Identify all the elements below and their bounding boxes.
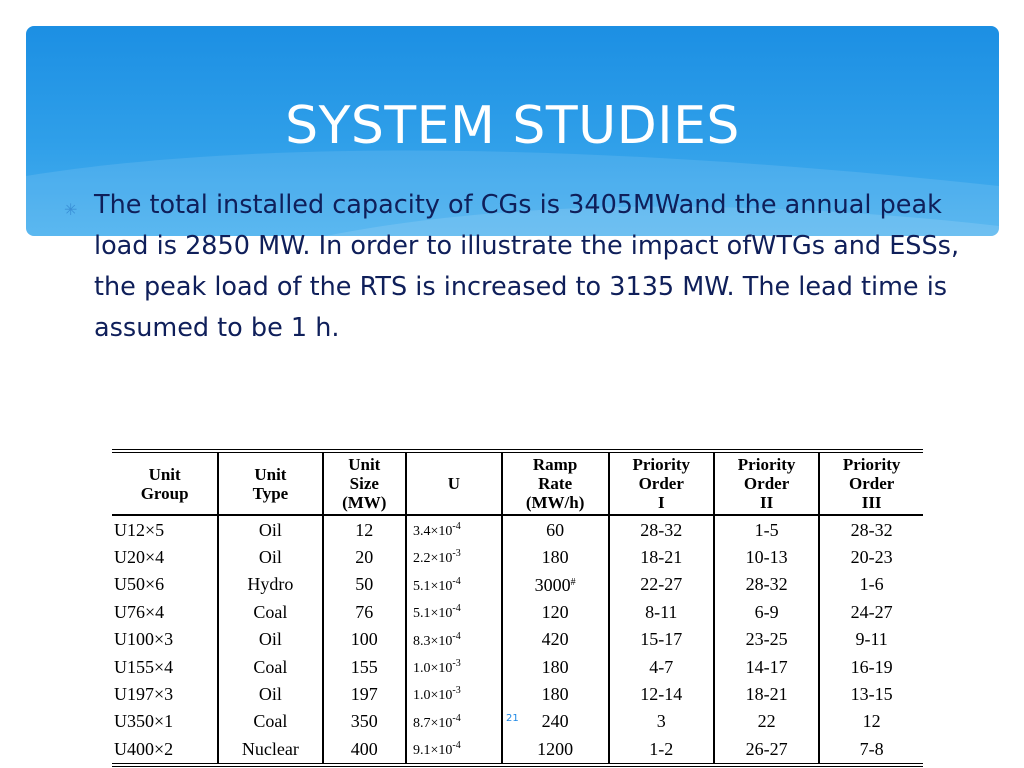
cell-unit-type: Oil <box>218 543 322 570</box>
column-header-line: Rate <box>538 474 573 493</box>
cell-priority-order-1: 15-17 <box>609 626 714 653</box>
column-header-line: Group <box>140 483 189 503</box>
column-header-line: Priority <box>737 455 796 474</box>
cell-unit-group: U400×2 <box>112 735 218 764</box>
column-header-line: (MW/h) <box>525 493 585 512</box>
column-header-line: Order <box>743 474 790 493</box>
column-header-line: Priority <box>632 455 691 474</box>
slide-title: SYSTEM STUDIES <box>285 96 740 156</box>
cell-priority-order-2: 10-13 <box>714 543 819 570</box>
cell-unit-type: Coal <box>218 708 322 735</box>
exponent: -3 <box>452 685 461 697</box>
column-header-line: Type <box>252 483 289 503</box>
cell-priority-order-1: 8-11 <box>609 598 714 625</box>
cell-unit-group: U100×3 <box>114 629 174 650</box>
table-row <box>112 543 923 570</box>
cell-unavailability: $1.0\times 10^{-3}$ <box>406 653 502 680</box>
column-header-line: Ramp <box>532 455 578 474</box>
exponent: -4 <box>452 712 461 724</box>
cell-unit-size: 155 <box>323 653 406 680</box>
column-header-line: Unit <box>254 464 287 484</box>
cell-unit-size: 50 <box>323 571 406 598</box>
cell-unavailability: $8.7\times 10^{-4}$ <box>406 708 502 735</box>
column-header-line: Order <box>638 474 684 493</box>
column-header <box>112 451 218 515</box>
cell-priority-order-2: 18-21 <box>714 680 819 707</box>
cell-unit-type: Oil <box>218 680 322 707</box>
cell-ramp-rate: 180 <box>502 653 609 680</box>
table-row <box>112 598 923 625</box>
cell-priority-order-3: 13-15 <box>819 680 923 707</box>
column-header <box>819 451 923 515</box>
column-header-line: U <box>447 474 460 493</box>
table-header-row <box>112 451 923 515</box>
cell-ramp-rate: 120 <box>502 598 609 625</box>
cell-unit-type: Oil <box>218 515 322 543</box>
cell-ramp-rate: 3000# <box>502 571 609 598</box>
cell-priority-order-2: 14-17 <box>714 653 819 680</box>
page-number: 21 <box>506 713 519 724</box>
cell-priority-order-3: 24-27 <box>819 598 923 625</box>
cell-priority-order-1: 3 <box>609 708 714 735</box>
cell-unit-group: U350×1 <box>114 711 174 732</box>
column-header-line: III <box>861 493 882 512</box>
cell-priority-order-3: 9-11 <box>819 626 923 653</box>
cell-priority-order-3: 7-8 <box>819 735 923 764</box>
table-row <box>112 735 923 764</box>
cell-unit-type: Hydro <box>218 571 322 598</box>
cell-unavailability: $3.4\times 10^{-4}$ <box>406 515 502 543</box>
column-header-line: II <box>759 493 774 512</box>
cell-unit-size: 350 <box>323 708 406 735</box>
exponent: -4 <box>452 740 461 752</box>
exponent: -4 <box>452 603 461 615</box>
column-header-line: Unit <box>348 455 381 474</box>
footnote-mark: # <box>570 577 576 589</box>
column-header <box>406 451 502 515</box>
cell-unit-type: Coal <box>218 653 322 680</box>
cell-unit-size: 197 <box>323 680 406 707</box>
asterisk-bullet-icon: ✳ <box>64 200 78 219</box>
cell-unavailability: $5.1\times 10^{-4}$ <box>406 598 502 625</box>
exponent: -4 <box>452 575 461 587</box>
cell-unavailability: $8.3\times 10^{-4}$ <box>406 626 502 653</box>
table-row <box>112 626 923 653</box>
cell-unit-size: 76 <box>323 598 406 625</box>
column-header <box>714 451 819 515</box>
cell-unavailability: $5.1\times 10^{-4}$ <box>406 571 502 598</box>
exponent: -3 <box>452 658 461 670</box>
cell-priority-order-3: 16-19 <box>819 653 923 680</box>
cell-unit-type: Oil <box>218 626 322 653</box>
bullet-text: The total installed capacity of CGs is 3405MWand the annual peak load is 2850 MW. In order to illustrate the impact ofWTGs and ESSs, the peak load of the RTS is increased to 3135 MW. The lead time is assumed to be 1 h. <box>94 190 960 343</box>
table-row <box>112 653 923 680</box>
cell-unit-group: U20×4 <box>114 546 165 567</box>
cell-priority-order-1: 22-27 <box>609 571 714 598</box>
cell-unit-group: U76×4 <box>114 601 165 622</box>
column-header-line: (MW) <box>342 493 387 512</box>
cell-priority-order-2: 6-9 <box>714 598 819 625</box>
cell-priority-order-2: 22 <box>714 708 819 735</box>
cell-unit-group: U12×5 <box>114 519 165 540</box>
cell-priority-order-3: 1-6 <box>819 571 923 598</box>
column-header-line: Unit <box>148 464 181 484</box>
column-header <box>502 451 609 515</box>
column-header-line: Priority <box>842 455 901 474</box>
cell-priority-order-3: 20-23 <box>819 543 923 570</box>
column-header <box>218 451 322 515</box>
column-header <box>323 451 406 515</box>
cell-ramp-rate: 60 <box>502 515 609 543</box>
table-row <box>112 571 923 598</box>
table-row <box>112 515 923 543</box>
cell-unit-group: U197×3 <box>114 683 174 704</box>
table-row <box>112 680 923 707</box>
cell-unavailability: $1.0\times 10^{-3}$ <box>406 680 502 707</box>
cell-unit-type: Nuclear <box>218 735 322 764</box>
cell-unavailability: $9.1\times 10^{-4}$ <box>406 735 502 764</box>
cell-priority-order-1: 18-21 <box>609 543 714 570</box>
cell-ramp-rate: 1200 <box>502 735 609 764</box>
cell-unit-size: 20 <box>323 543 406 570</box>
column-header-line: Order <box>848 474 895 493</box>
cell-ramp-rate: 240 <box>502 708 609 735</box>
exponent: -4 <box>452 630 461 642</box>
cell-priority-order-2: 23-25 <box>714 626 819 653</box>
bullet-paragraph <box>64 185 964 349</box>
cell-unit-size: 12 <box>323 515 406 543</box>
exponent: -4 <box>452 521 461 532</box>
cell-unit-size: 100 <box>323 626 406 653</box>
column-header-line: I <box>657 493 665 512</box>
cell-ramp-rate: 180 <box>502 543 609 570</box>
cell-unavailability: $2.2\times 10^{-3}$ <box>406 543 502 570</box>
cell-unit-type: Coal <box>218 598 322 625</box>
exponent: -3 <box>452 548 461 560</box>
cell-priority-order-3: 12 <box>819 708 923 735</box>
cell-priority-order-1: 1-2 <box>609 735 714 764</box>
cell-unit-size: 400 <box>323 735 406 764</box>
cell-priority-order-1: 12-14 <box>609 680 714 707</box>
cell-priority-order-1: 28-32 <box>609 515 714 543</box>
cell-priority-order-2: 1-5 <box>714 515 819 543</box>
cell-priority-order-1: 4-7 <box>609 653 714 680</box>
cell-priority-order-3: 28-32 <box>819 515 923 543</box>
column-header-line: Size <box>349 474 379 493</box>
column-header <box>609 451 714 515</box>
cell-priority-order-2: 26-27 <box>714 735 819 764</box>
cell-unit-group: U50×6 <box>114 574 165 595</box>
cell-ramp-rate: 180 <box>502 680 609 707</box>
cell-ramp-rate: 420 <box>502 626 609 653</box>
cell-unit-group: U155×4 <box>114 656 174 677</box>
cell-priority-order-2: 28-32 <box>714 571 819 598</box>
